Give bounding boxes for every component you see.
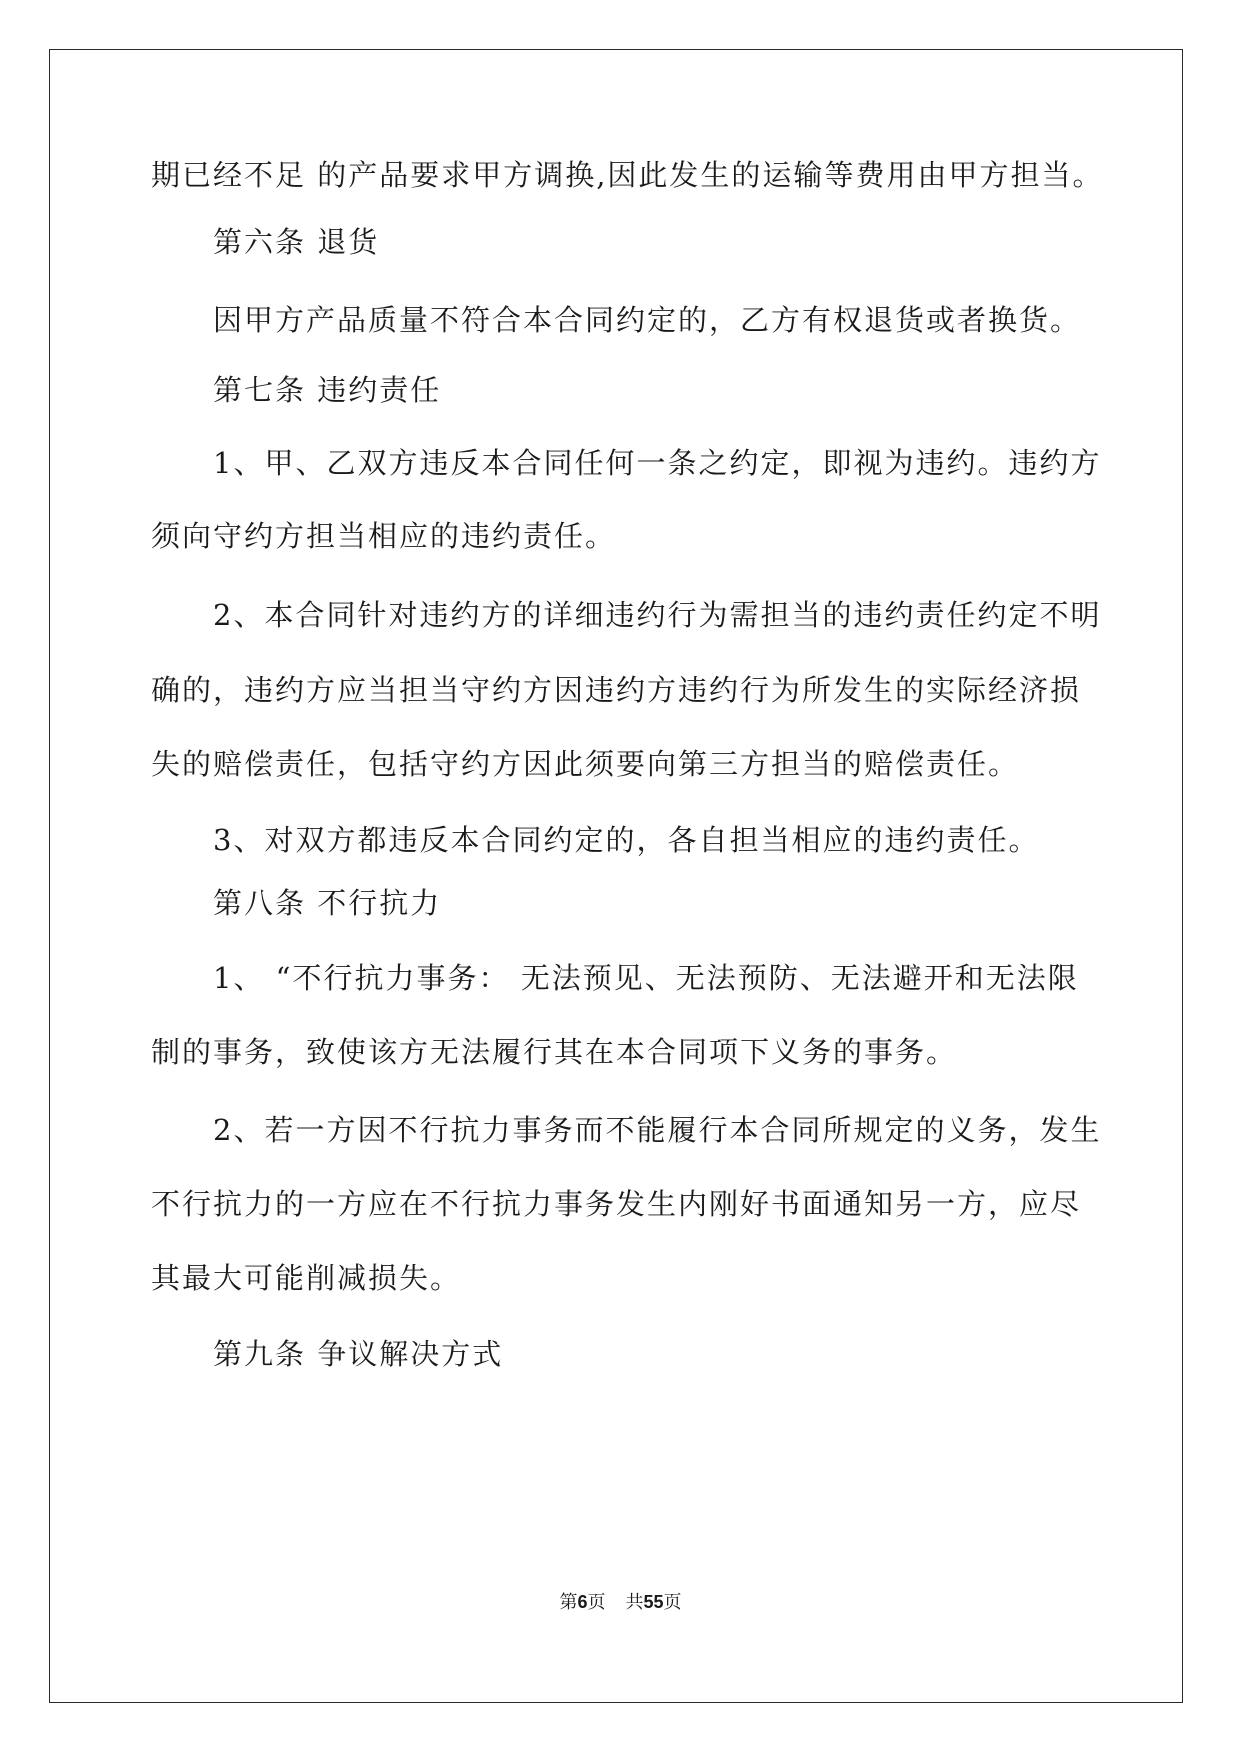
footer-page-suffix: 页 xyxy=(587,1592,606,1612)
footer-total-prefix: 共 xyxy=(625,1592,644,1612)
text-line: 1、甲、乙双方违反本合同任何一条之约定，即视为违约。违约方 xyxy=(213,446,1102,480)
text-line: 1、 “不行抗力事务： 无法预见、无法预防、无法避开和无法限 xyxy=(213,961,1079,995)
page-footer xyxy=(0,1590,1241,1614)
text-line: 不行抗力的一方应在不行抗力事务发生内刚好书面通知另一方，应尽 xyxy=(151,1187,1082,1221)
text-line: 失的赔偿责任，包括守约方因此须要向第三方担当的赔偿责任。 xyxy=(151,747,1020,781)
page-border xyxy=(49,49,1183,1703)
page-number: 6 xyxy=(577,1592,588,1612)
footer-prefix: 第 xyxy=(559,1592,578,1612)
text-line: 2、若一方因不行抗力事务而不能履行本合同所规定的义务，发生 xyxy=(213,1113,1102,1147)
text-line: 其最大可能削减损失。 xyxy=(151,1261,462,1295)
text-line: 须向守约方担当相应的违约责任。 xyxy=(151,519,617,553)
section-heading: 第九条 争议解决方式 xyxy=(213,1337,504,1371)
text-line: 期已经不足 的产品要求甲方调换,因此发生的运输等费用由甲方担当。 xyxy=(151,158,1104,192)
text-line: 确的，违约方应当担当守约方因违约方违约行为所发生的实际经济损 xyxy=(151,673,1082,707)
section-heading: 第六条 退货 xyxy=(213,225,380,259)
footer-total-suffix: 页 xyxy=(663,1592,682,1612)
text-line: 制的事务，致使该方无法履行其在本合同项下义务的事务。 xyxy=(151,1035,958,1069)
text-line: 因甲方产品质量不符合本合同约定的，乙方有权退货或者换货。 xyxy=(213,303,1082,337)
text-line: 3、对双方都违反本合同约定的，各自担当相应的违约责任。 xyxy=(213,823,1040,857)
text-line: 2、本合同针对违约方的详细违约行为需担当的违约责任约定不明 xyxy=(213,598,1102,632)
section-heading: 第八条 不行抗力 xyxy=(213,886,442,920)
section-heading: 第七条 违约责任 xyxy=(213,373,442,407)
total-pages: 55 xyxy=(643,1592,664,1612)
